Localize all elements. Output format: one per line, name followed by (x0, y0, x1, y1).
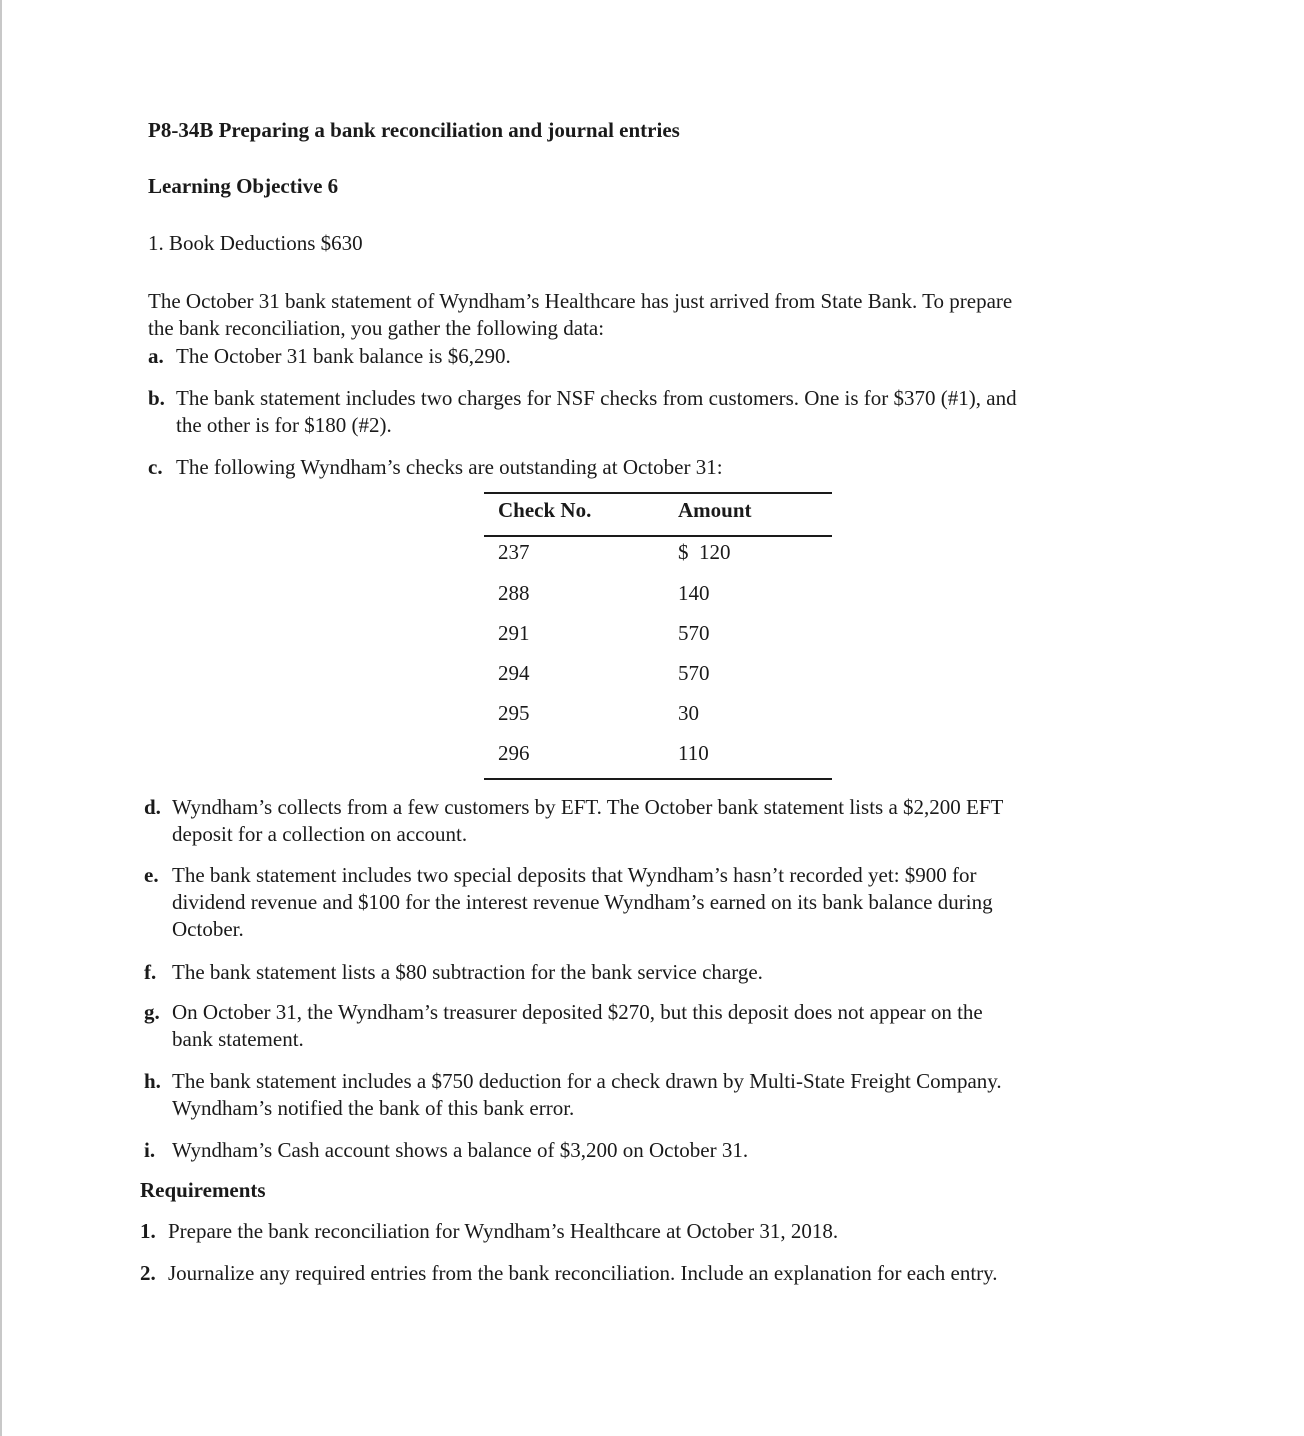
item-text: The bank statement includes a $750 deduction for a check drawn by Multi-State Freight Company. (172, 1069, 1002, 1093)
check-number: 296 (498, 741, 530, 765)
check-amount: 570 (678, 621, 710, 645)
item-h (144, 1068, 1002, 1122)
requirement-2 (140, 1260, 998, 1287)
item-label: a. (148, 344, 164, 368)
item-i (144, 1137, 748, 1164)
item-text: On October 31, the Wyndham’s treasurer deposited $270, but this deposit does not appear on the (172, 1000, 983, 1024)
item-g (144, 999, 983, 1053)
item-label: d. (144, 795, 161, 819)
check-amount: 30 (678, 701, 699, 725)
requirements-heading: Requirements (140, 1178, 266, 1202)
problem-title: P8-34B Preparing a bank reconciliation and journal entries (148, 118, 680, 142)
check-amount: $ 120 (678, 540, 731, 564)
page-edge (0, 0, 2, 1436)
item-label: i. (144, 1138, 156, 1162)
table-top-rule (484, 492, 832, 494)
intro-line-1: The October 31 bank statement of Wyndham’s Healthcare has just arrived from State Bank. To prepare (148, 289, 1013, 313)
item-text: The October 31 bank balance is $6,290. (176, 344, 511, 368)
table-bottom-rule (484, 778, 832, 780)
check-amount: 140 (678, 581, 710, 605)
item-text: deposit for a collection on account. (172, 822, 468, 846)
item-label: g. (144, 1000, 160, 1024)
item-text: The bank statement lists a $80 subtraction for the bank service charge. (172, 960, 763, 984)
intro-line-2: the bank reconciliation, you gather the following data: (148, 316, 605, 340)
check-number: 288 (498, 581, 530, 605)
item-text: dividend revenue and $100 for the interest revenue Wyndham’s earned on its bank balance during (172, 890, 993, 914)
hint-text: 1. Book Deductions $630 (148, 231, 363, 255)
item-d (144, 794, 1003, 848)
item-e (144, 862, 993, 943)
item-text: The bank statement includes two special deposits that Wyndham’s hasn’t recorded yet: $900 for (172, 863, 977, 887)
item-text: The following Wyndham’s checks are outstanding at October 31: (176, 455, 723, 479)
header-amount: Amount (678, 498, 752, 522)
item-f (144, 959, 763, 986)
item-label: f. (144, 960, 157, 984)
item-label: h. (144, 1069, 161, 1093)
requirement-1 (140, 1218, 838, 1245)
item-text: Wyndham’s notified the bank of this bank error. (172, 1096, 575, 1120)
item-text: October. (172, 917, 244, 941)
item-c (148, 454, 723, 481)
check-amount: 570 (678, 661, 710, 685)
check-number: 295 (498, 701, 530, 725)
check-number: 294 (498, 661, 530, 685)
check-number: 237 (498, 540, 530, 564)
item-b (148, 385, 1017, 439)
learning-objective: Learning Objective 6 (148, 174, 339, 198)
item-text: the other is for $180 (#2). (176, 413, 392, 437)
check-number: 291 (498, 621, 530, 645)
item-text: Wyndham’s Cash account shows a balance of $3,200 on October 31. (172, 1138, 749, 1162)
item-label: e. (144, 863, 159, 887)
requirement-text: Journalize any required entries from the bank reconciliation. Include an explanation for each entry. (168, 1261, 998, 1285)
intro-paragraph (148, 288, 1178, 342)
requirement-label: 2. (140, 1261, 156, 1285)
header-check-no: Check No. (498, 498, 592, 522)
table-header-rule (484, 535, 832, 537)
item-label: c. (148, 455, 163, 479)
item-label: b. (148, 386, 165, 410)
item-text: bank statement. (172, 1027, 304, 1051)
check-amount: 110 (678, 741, 709, 765)
requirement-label: 1. (140, 1219, 156, 1243)
item-text: The bank statement includes two charges for NSF checks from customers. One is for $370 (#1), and (176, 386, 1017, 410)
item-a (148, 343, 511, 370)
item-text: Wyndham’s collects from a few customers by EFT. The October bank statement lists a $2,200 EFT (172, 795, 1004, 819)
requirement-text: Prepare the bank reconciliation for Wyndham’s Healthcare at October 31, 2018. (168, 1219, 839, 1243)
